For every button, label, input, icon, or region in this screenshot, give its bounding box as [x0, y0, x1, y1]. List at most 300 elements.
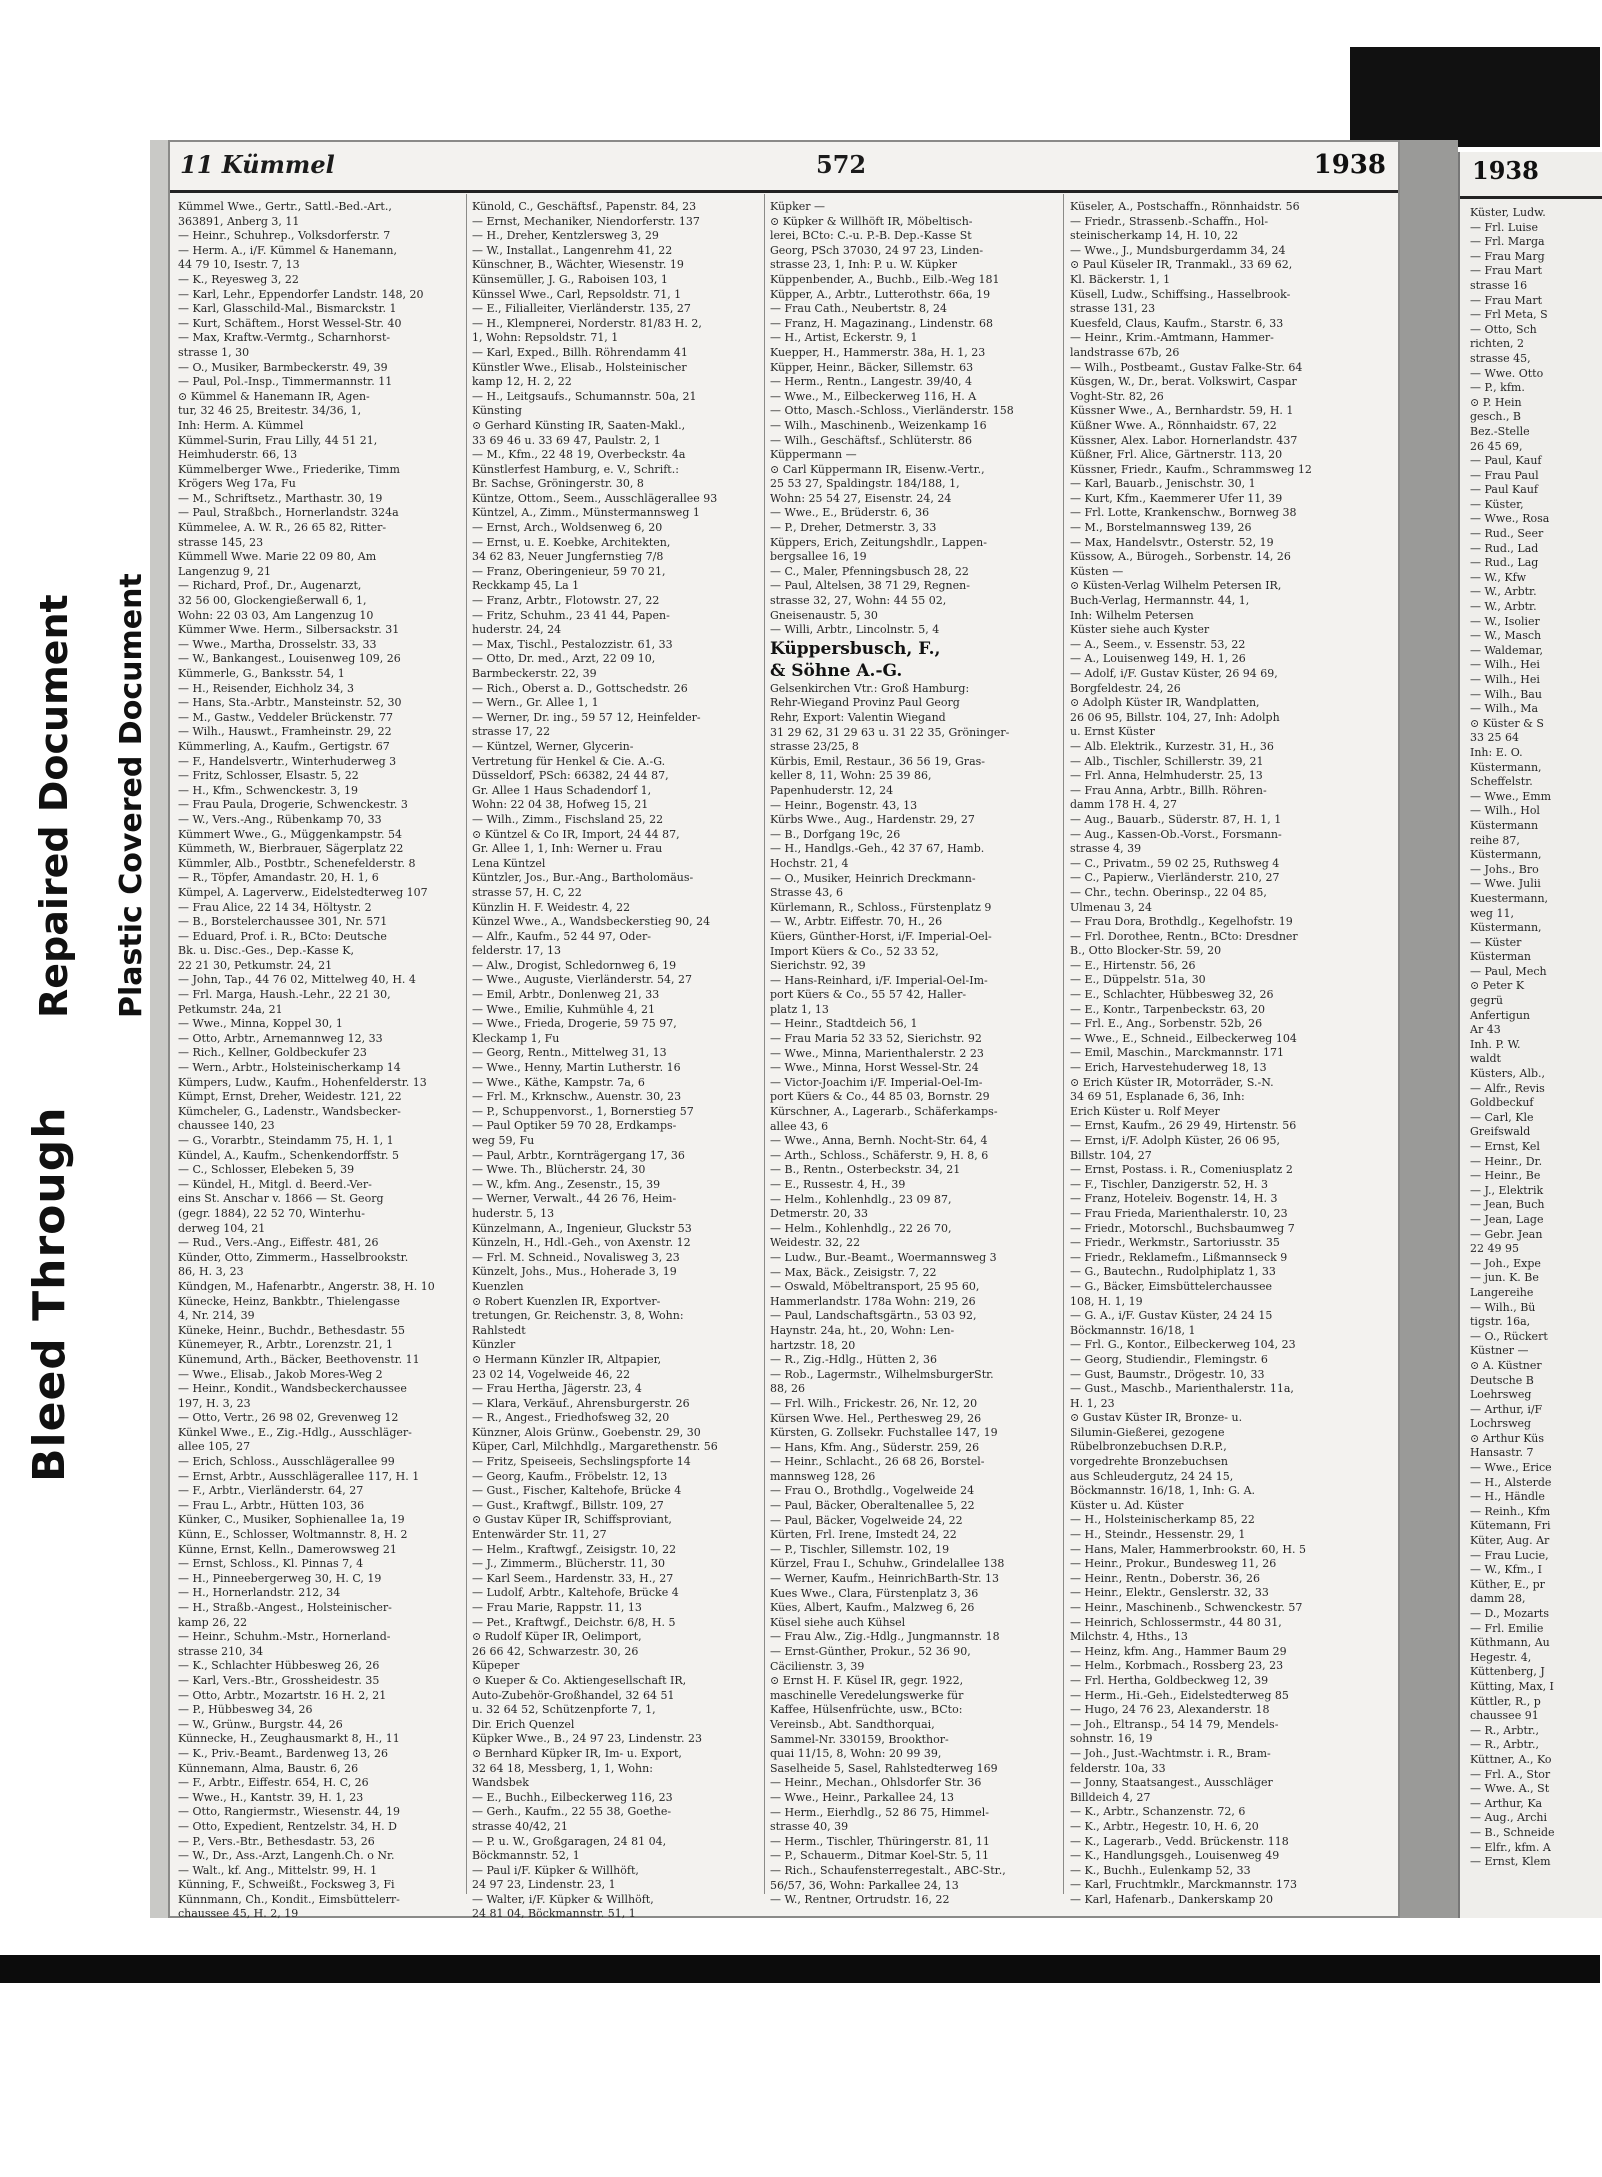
directory-entry: Künschner, B., Wächter, Wiesenstr. 19 [472, 258, 684, 272]
directory-entry: gegrü [1470, 994, 1503, 1008]
directory-entry: u. 32 64 52, Schützenpforte 7, 1, [472, 1703, 656, 1717]
directory-entry: — H., Steindr., Hessenstr. 29, 1 [1070, 1528, 1246, 1542]
directory-entry: — Rud., Vers.-Ang., Eiffestr. 481, 26 [178, 1236, 379, 1250]
directory-entry: Küppermann — [770, 448, 857, 462]
directory-entry: 86, H. 3, 23 [178, 1265, 244, 1279]
directory-entry: — Gebr. Jean [1470, 1227, 1543, 1241]
directory-entry: Sierichstr. 92, 39 [770, 959, 866, 973]
directory-entry: u. Ernst Küster [1070, 725, 1155, 739]
directory-entry: port Küers & Co., 44 85 03, Bornstr. 29 [770, 1090, 990, 1104]
directory-entry: — G., Bäcker, Eimsbüttelerchaussee [1070, 1279, 1272, 1293]
directory-entry: Böckmannstr. 16/18, 1 [1070, 1323, 1196, 1337]
directory-entry: — J., Zimmerm., Blücherstr. 11, 30 [472, 1557, 666, 1571]
directory-entry: allee 105, 27 [178, 1440, 251, 1454]
directory-entry: — Max, Kraftw.-Vermtg., Scharnhorst- [178, 331, 391, 345]
directory-entry: — Heinr., Schuhm.-Mstr., Hornerland- [178, 1630, 391, 1644]
directory-entry: Küstermann [1470, 818, 1539, 832]
directory-column-1 [178, 200, 460, 1921]
directory-entry: — Gust., Kraftwgf., Billstr. 109, 27 [472, 1498, 664, 1512]
directory-entry: — Walter, i/F. Küpker & Willhöft, [472, 1892, 654, 1906]
directory-entry: Dir. Erich Quenzel [472, 1717, 575, 1731]
directory-entry: tigstr. 16a, [1470, 1315, 1531, 1329]
directory-entry: 4, Nr. 214, 39 [178, 1309, 255, 1323]
directory-entry: — Alb., Tischler, Schillerstr. 39, 21 [1070, 754, 1264, 768]
directory-entry: — W., Masch [1470, 629, 1542, 643]
directory-entry: damm 28, [1470, 1592, 1526, 1606]
directory-entry: — B., Schneide [1470, 1825, 1555, 1839]
scan-corner-dark [1350, 47, 1600, 147]
directory-entry: Strasse 43, 6 [770, 886, 844, 900]
directory-entry: — Otto, Vertr., 26 98 02, Grevenweg 12 [178, 1411, 399, 1425]
directory-entry: — Joh., Just.-Wachtmstr. i. R., Bram- [1070, 1746, 1271, 1760]
directory-entry: — Wwe., Martha, Drosselstr. 33, 33 [178, 637, 377, 651]
directory-entry: — Paul Kauf [1470, 483, 1538, 497]
directory-entry: — J., Elektrik [1470, 1183, 1544, 1197]
directory-entry: — Wilh., Bü [1470, 1300, 1536, 1314]
directory-entry: Küttenberg, J [1470, 1665, 1545, 1679]
directory-entry: — Arthur, Ka [1470, 1796, 1543, 1810]
directory-entry: — Rich., Oberst a. D., Gottschedstr. 26 [472, 681, 688, 695]
directory-entry: Kürsen Wwe. Hel., Perthesweg 29, 26 [770, 1411, 982, 1425]
directory-entry: strasse 131, 23 [1070, 302, 1156, 316]
directory-entry: — Frl. Marga, Haush.-Lehr., 22 21 30, [178, 988, 391, 1002]
directory-entry: — Frau Lucie, [1470, 1548, 1549, 1562]
directory-entry: Wohn: 22 03 03, Am Langenzug 10 [178, 608, 374, 622]
directory-entry: — Frau Alw., Zig.-Hdlg., Jungmannstr. 18 [770, 1630, 1000, 1644]
directory-entry: — F., Arbtr., Vierländerstr. 64, 27 [178, 1484, 364, 1498]
directory-entry: Kütting, Max, I [1470, 1679, 1554, 1693]
directory-entry: — Klara, Verkäuf., Ahrensburgerstr. 26 [472, 1396, 690, 1410]
directory-entry: 108, H. 1, 19 [1070, 1294, 1143, 1308]
directory-entry: H. 1, 23 [1070, 1396, 1115, 1410]
directory-entry: — Wilh., Hei [1470, 658, 1540, 672]
directory-entry: — G., Bautechn., Rudolphiplatz 1, 33 [1070, 1265, 1276, 1279]
directory-entry: Kümmelee, A. W. R., 26 65 82, Ritter- [178, 521, 387, 535]
directory-entry: — Ernst, u. E. Koebke, Architekten, [472, 535, 671, 549]
directory-entry: — Frau Mart [1470, 264, 1543, 278]
directory-entry: strasse 23/25, 8 [770, 740, 859, 754]
directory-entry: Kümmler, Alb., Postbtr., Schenefelderstr. 8 [178, 856, 416, 870]
directory-entry: Künzlin H. F. Weidestr. 4, 22 [472, 900, 631, 914]
directory-entry: — W., Arbtr. [1470, 600, 1537, 614]
directory-entry: — Frl. Emilie [1470, 1621, 1544, 1635]
directory-entry: Kürbs Wwe., Aug., Hardenstr. 29, 27 [770, 813, 975, 827]
directory-entry: — Heinr., Be [1470, 1169, 1541, 1183]
directory-entry: — H., Händle [1470, 1490, 1545, 1504]
directory-entry: Künecke, Heinz, Bankbtr., Thielengasse [178, 1294, 400, 1308]
directory-entry: — Frau Marg [1470, 249, 1545, 263]
directory-entry: Gelsenkirchen Vtr.: Groß Hamburg: [770, 681, 970, 695]
directory-entry: — Karl, Fruchtmklr., Marckmannstr. 173 [1070, 1878, 1298, 1892]
directory-entry: 34 69 51, Esplanade 6, 36, Inh: [1070, 1090, 1245, 1104]
header-left: 11 Kümmel [180, 150, 335, 179]
directory-entry: — Wwe., Erice [1470, 1461, 1552, 1475]
directory-entry: — G. A., i/F. Gustav Küster, 24 24 15 [1070, 1309, 1273, 1323]
directory-entry: Künemund, Arth., Bäcker, Beethovenstr. 11 [178, 1352, 420, 1366]
directory-entry: Br. Sachse, Gröningerstr. 30, 8 [472, 477, 644, 491]
directory-entry: — F., Arbtr., Eiffestr. 654, H. C, 26 [178, 1776, 369, 1790]
directory-entry: ⊙ Erich Küster IR, Motorräder, S.-N. [1070, 1075, 1274, 1089]
directory-entry: — P., kfm. [1470, 381, 1525, 395]
directory-entry: — Arth., Schloss., Schäferstr. 9, H. 8, 6 [770, 1148, 989, 1162]
directory-entry: Küstermann, [1470, 760, 1542, 774]
directory-entry: — Heinr., Rentn., Doberstr. 36, 26 [1070, 1571, 1260, 1585]
directory-entry: weg 59, Fu [472, 1134, 535, 1147]
directory-entry: Küneke, Heinr., Buchdr., Bethesdastr. 55 [178, 1323, 406, 1337]
directory-entry: Küttler, R., p [1470, 1694, 1541, 1708]
directory-entry: Küthmann, Au [1470, 1636, 1550, 1650]
directory-entry: — W., Arbtr. [1470, 585, 1537, 599]
directory-entry: Kuenzlen [472, 1279, 524, 1293]
directory-entry: strasse 145, 23 [178, 535, 264, 549]
directory-entry: — Victor-Joachim i/F. Imperial-Oel-Im- [770, 1075, 983, 1089]
directory-entry: 33 69 46 u. 33 69 47, Paulstr. 2, 1 [472, 433, 661, 447]
directory-entry: — Heinr., Maschinenb., Schwenckestr. 57 [1070, 1601, 1303, 1614]
directory-entry: Kündgen, M., Hafenarbtr., Angerstr. 38, H. 10 [178, 1279, 435, 1293]
directory-entry: Entenwärder Str. 11, 27 [472, 1528, 607, 1542]
directory-entry: (gegr. 1884), 22 52 70, Winterhu- [178, 1206, 365, 1220]
page-header [170, 142, 1398, 193]
directory-entry: — K., Arbtr., Hegestr. 10, H. 6, 20 [1070, 1819, 1259, 1833]
directory-entry: Inh: Wilhelm Petersen [1070, 608, 1194, 622]
directory-entry: landstrasse 67b, 26 [1070, 345, 1180, 359]
directory-entry: Greifswald [1470, 1125, 1531, 1139]
directory-entry: — Paul, Arbtr., Kornträgergang 17, 36 [472, 1148, 685, 1162]
directory-entry: Hammerlandstr. 178a Wohn: 219, 26 [770, 1294, 976, 1308]
directory-entry: — P., Vers.-Btr., Bethesdastr. 53, 26 [178, 1834, 375, 1848]
directory-column-2 [472, 200, 754, 1921]
column-rule [1063, 194, 1064, 1894]
directory-entry: — Alfr., Revis [1470, 1081, 1545, 1095]
directory-entry: — Franz, Arbtr., Flotowstr. 27, 22 [472, 594, 660, 608]
directory-entry: Cäcilienstr. 3, 39 [770, 1659, 865, 1673]
directory-entry: — Fritz, Schlosser, Elsastr. 5, 22 [178, 769, 359, 783]
directory-entry: — H., Straßb.-Angest., Holsteinischer- [178, 1601, 392, 1614]
adjacent-page [1458, 152, 1602, 1918]
directory-entry: — Wwe., E., Schneid., Eilbeckerweg 104 [1070, 1031, 1297, 1045]
directory-entry: — Wwe., Heinr., Parkallee 24, 13 [770, 1790, 954, 1804]
directory-entry: — Frau L., Arbtr., Hütten 103, 36 [178, 1498, 365, 1512]
directory-entry: — Paul, Mech [1470, 964, 1547, 978]
directory-entry: ⊙ Küsten-Verlag Wilhelm Petersen IR, [1070, 579, 1282, 593]
bleed-through-label: Bleed Through [24, 1106, 75, 1482]
directory-entry: — Hugo, 24 76 23, Alexanderstr. 18 [1070, 1703, 1270, 1717]
directory-entry: — Wwe., Elisab., Jakob Mores-Weg 2 [178, 1367, 383, 1381]
directory-entry: — Adolf, i/F. Gustav Küster, 26 94 69, [1070, 667, 1278, 680]
directory-entry: — Frl. M., Krknschw., Auenstr. 30, 23 [472, 1090, 682, 1104]
directory-entry: — Ernst, i/F. Adolph Küster, 26 06 95, [1070, 1134, 1280, 1147]
directory-entry: lerei, BCto: C.-u. P.-B. Dep.-Kasse St [770, 229, 972, 243]
directory-entry: — Frl. A., Stor [1470, 1767, 1551, 1781]
directory-entry: — O., Musiker, Barmbeckerstr. 49, 39 [178, 360, 388, 374]
directory-entry: Hochstr. 21, 4 [770, 856, 849, 870]
directory-entry: 363891, Anberg 3, 11 [178, 214, 300, 228]
directory-entry: — G., Vorarbtr., Steindamm 75, H. 1, 1 [178, 1134, 394, 1147]
directory-entry: ⊙ Gustav Küster IR, Bronze- u. [1070, 1411, 1243, 1425]
directory-entry: — Johs., Bro [1470, 862, 1539, 876]
directory-entry: Künne, Ernst, Kelln., Damerowsweg 21 [178, 1542, 397, 1556]
directory-entry: strasse 17, 22 [472, 725, 551, 739]
directory-entry: — Herm., Tischler, Thüringerstr. 81, 11 [770, 1834, 990, 1848]
directory-entry: — Karl, Lehr., Eppendorfer Landstr. 148, 20 [178, 287, 424, 301]
directory-entry: — Jean, Lage [1470, 1212, 1544, 1226]
directory-entry: Küssner, Friedr., Kaufm., Schrammsweg 12 [1070, 462, 1312, 476]
directory-entry: — Frl. Hertha, Goldbeckweg 12, 39 [1070, 1673, 1269, 1687]
directory-entry: Künn, E., Schlosser, Woltmannstr. 8, H. 2 [178, 1528, 408, 1542]
directory-entry: — Carl, Kle [1470, 1110, 1534, 1124]
directory-entry: Künzler [472, 1338, 516, 1352]
directory-entry: — W., Vers.-Ang., Rübenkamp 70, 33 [178, 812, 382, 826]
directory-entry: steinischerkamp 14, H. 10, 22 [1070, 229, 1239, 243]
directory-entry: — K., Lagerarb., Vedd. Brückenstr. 118 [1070, 1834, 1289, 1848]
directory-entry: — H., Kfm., Schwenckestr. 3, 19 [178, 783, 359, 797]
directory-entry: — Küster, [1470, 497, 1524, 511]
directory-entry: Silumin-Gießerei, gezogene [1070, 1425, 1225, 1439]
directory-entry: — Wilh., Maschinenb., Weizenkamp 16 [770, 418, 987, 432]
directory-entry: Küpker Wwe., B., 24 97 23, Lindenstr. 23 [472, 1732, 702, 1746]
directory-entry: port Küers & Co., 55 57 42, Haller- [770, 988, 967, 1002]
directory-entry: — Heinr., Elektr., Genslerstr. 32, 33 [1070, 1586, 1269, 1600]
directory-entry: — Wwe. Th., Blücherstr. 24, 30 [472, 1163, 646, 1177]
repaired-document-label: Repaired Document [32, 594, 76, 1018]
directory-entry: — H., Alsterde [1470, 1475, 1552, 1489]
directory-entry: 23 02 14, Vogelweide 46, 22 [472, 1367, 631, 1381]
directory-entry: — Wwe., H., Kantstr. 39, H. 1, 23 [178, 1790, 364, 1804]
directory-entry: Milchstr. 4, Hths., 13 [1070, 1630, 1188, 1644]
directory-entry: Rehr, Export: Valentin Wiegand [770, 711, 946, 724]
directory-page [168, 140, 1400, 1921]
directory-entry: — Rud., Seer [1470, 527, 1544, 541]
scan-top-margin [0, 0, 1600, 47]
directory-entry: Künkel Wwe., E., Zig.-Hdlg., Ausschläger- [178, 1425, 412, 1439]
directory-entry: richten, 2 [1470, 337, 1525, 351]
directory-entry: Küstner — [1470, 1344, 1529, 1358]
directory-entry: Künsting [472, 404, 522, 418]
directory-entry: ⊙ Rudolf Küper IR, Oelimport, [472, 1630, 642, 1644]
directory-entry: — Wilh., Bau [1470, 687, 1542, 701]
directory-entry: — P., Hübbesweg 34, 26 [178, 1703, 313, 1717]
directory-entry: — Wwe., Auguste, Vierländerstr. 54, 27 [472, 973, 693, 987]
directory-entry: — W., Dr., Ass.-Arzt, Langenh.Ch. o Nr. [178, 1849, 395, 1863]
directory-entry: — Helm., Korbmach., Rossberg 23, 23 [1070, 1659, 1284, 1673]
directory-entry: — O., Musiker, Heinrich Dreckmann- [770, 871, 976, 885]
directory-entry: Künnemann, Alma, Baustr. 6, 26 [178, 1761, 359, 1775]
directory-entry: 197, H. 3, 23 [178, 1396, 251, 1410]
directory-entry: gesch., B [1470, 410, 1522, 424]
directory-entry: Küstermann, [1470, 848, 1542, 862]
directory-entry: — Paul, Landschaftsgärtn., 53 03 92, [770, 1309, 977, 1323]
directory-entry: — Wwe., Emilie, Kuhmühle 4, 21 [472, 1002, 655, 1016]
directory-entry: Küper, Carl, Milchhdlg., Margarethenstr. 56 [472, 1440, 718, 1454]
directory-entry: 33 25 64 [1470, 731, 1519, 745]
directory-entry: Kürten, Frl. Irene, Imstedt 24, 22 [770, 1528, 957, 1542]
directory-entry: — Hans-Reinhard, i/F. Imperial-Oel-Im- [770, 973, 988, 987]
directory-entry: Künstler Wwe., Elisab., Holsteinischer [472, 360, 687, 374]
directory-entry: tur, 32 46 25, Breitestr. 34/36, 1, [178, 404, 362, 418]
directory-entry: — Rob., Lagermstr., WilhelmsburgerStr. [770, 1367, 994, 1381]
directory-entry: — Wwe., Emm [1470, 789, 1552, 803]
directory-entry: — Max, Handelsvtr., Osterstr. 52, 19 [1070, 535, 1274, 549]
directory-entry: Gr. Allee 1 Haus Schadendorf 1, [472, 783, 652, 797]
directory-entry: Buch-Verlag, Hermannstr. 44, 1, [1070, 594, 1250, 608]
directory-entry: — Ernst, Mechaniker, Niendorferstr. 137 [472, 214, 700, 228]
directory-entry: strasse 23, 1, Inh: P. u. W. Küpker [770, 258, 958, 272]
directory-entry: Künnmann, Ch., Kondit., Eimsbüttelerr- [178, 1892, 400, 1906]
column-rule [764, 194, 765, 1894]
directory-entry: Künzelmann, A., Ingenieur, Gluckstr 53 [472, 1221, 692, 1235]
directory-entry: — jun. K. Be [1470, 1271, 1539, 1285]
directory-entry: — Frl. Anna, Helmhuderstr. 25, 13 [1070, 769, 1263, 783]
directory-entry: kamp 26, 22 [178, 1615, 248, 1629]
directory-entry: — Otto, Arbtr., Arnemannweg 12, 33 [178, 1031, 383, 1045]
directory-entry: — Jonny, Staatsangest., Ausschläger [1070, 1776, 1273, 1790]
directory-entry: — Aug., Kassen-Ob.-Vorst., Forsmann- [1070, 827, 1282, 841]
directory-entry: — E., Filialleiter, Vierländerstr. 135, 27 [472, 302, 691, 316]
directory-entry: huderstr. 5, 13 [472, 1206, 555, 1220]
directory-entry: — A., Louisenweg 149, H. 1, 26 [1070, 652, 1246, 666]
directory-entry: 32 56 00, Glockengießerwall 6, 1, [178, 594, 367, 608]
directory-entry: — Rud., Lag [1470, 556, 1539, 570]
directory-entry: Inh: Herm. A. Kümmel [178, 418, 304, 432]
directory-entry: — H., Leitgsaufs., Schumannstr. 50a, 21 [472, 389, 697, 403]
directory-entry: — Frl. G., Kontor., Eilbeckerweg 104, 23 [1070, 1338, 1296, 1352]
directory-entry: Inh. P. W. [1470, 1037, 1521, 1051]
directory-entry: — R., Arbtr., [1470, 1723, 1539, 1737]
directory-entry: — Ernst, Kaufm., 26 29 49, Hirtenstr. 56 [1070, 1119, 1297, 1133]
directory-entry: — Otto, Sch [1470, 322, 1537, 336]
directory-entry: — Paul, Kauf [1470, 454, 1542, 468]
directory-entry: Kuestermann, [1470, 891, 1549, 905]
directory-entry: Kües, Albert, Kaufm., Malzweg 6, 26 [770, 1601, 975, 1615]
directory-entry: Küppers, Erich, Zeitungshdlr., Lappen- [770, 535, 987, 549]
directory-column-4 [1070, 200, 1352, 1906]
directory-entry: Küssow, A., Bürogeh., Sorbenstr. 14, 26 [1070, 550, 1291, 564]
directory-entry: — K., Arbtr., Schanzenstr. 72, 6 [1070, 1805, 1246, 1819]
directory-entry: — Waldemar, [1470, 643, 1544, 657]
directory-entry: Goldbeckuf [1470, 1096, 1534, 1110]
directory-entry: Auto-Zubehör-Großhandel, 32 64 51 [472, 1688, 675, 1702]
directory-entry: — Paul Optiker 59 70 28, Erdkamps- [472, 1119, 677, 1133]
directory-entry: 44 79 10, Isestr. 7, 13 [178, 258, 300, 272]
directory-entry: Küter, Aug. Ar [1470, 1534, 1550, 1548]
directory-entry: Scheffelstr. [1470, 775, 1533, 789]
directory-entry: ⊙ Hermann Künzler IR, Altpapier, [472, 1352, 662, 1366]
directory-entry: aus Schleudergutz, 24 24 15, [1070, 1469, 1234, 1483]
directory-entry: — C., Privatm., 59 02 25, Ruthsweg 4 [1070, 856, 1280, 870]
directory-entry: — Frau Mart [1470, 293, 1543, 307]
directory-entry: felderstr. 17, 13 [472, 944, 562, 958]
directory-entry: — B., Dorfgang 19c, 26 [770, 827, 901, 841]
directory-entry: Künold, C., Geschäftsf., Papenstr. 84, 23 [472, 200, 697, 213]
directory-entry: — Wwe., Minna, Koppel 30, 1 [178, 1017, 343, 1031]
directory-entry: Rehr-Wiegand Provinz Paul Georg [770, 696, 960, 710]
directory-entry: — Paul, Bäcker, Oberaltenallee 5, 22 [770, 1499, 975, 1513]
directory-entry: — Gust, Baumstr., Drögestr. 10, 33 [1070, 1367, 1265, 1381]
directory-entry: strasse 45, [1470, 351, 1531, 365]
directory-entry: — M., Gastw., Veddeler Brückenstr. 77 [178, 710, 394, 724]
directory-entry: Küsgen, W., Dr., berat. Volkswirt, Caspar [1070, 375, 1297, 389]
directory-entry: Wohn: 22 04 38, Hofweg 15, 21 [472, 798, 649, 812]
directory-entry: — Werner, Verwalt., 44 26 76, Heim- [472, 1192, 677, 1206]
directory-entry: — Erich, Harvestehuderweg 18, 13 [1070, 1061, 1267, 1075]
directory-entry: — Kurt, Schäftem., Horst Wessel-Str. 40 [178, 316, 402, 330]
directory-entry: 88, 26 [770, 1382, 805, 1396]
directory-entry: — Fritz, Speiseeis, Sechslingspforte 14 [472, 1455, 691, 1469]
directory-entry: — F., Handelsvertr., Winterhuderweg 3 [178, 754, 397, 768]
directory-entry: — Frl. Wilh., Frickestr. 26, Nr. 12, 20 [770, 1396, 978, 1410]
directory-entry: tretungen, Gr. Reichenstr. 3, 8, Wohn: [472, 1309, 684, 1323]
directory-entry: Kürlemann, R., Schloss., Fürstenplatz 9 [770, 900, 992, 914]
directory-entry: Künzeln, H., Hdl.-Geh., von Axenstr. 12 [472, 1236, 691, 1250]
directory-entry: — M., Kfm., 22 48 19, Overbeckstr. 4a [472, 448, 686, 462]
directory-entry: — B., Borstelerchaussee 301, Nr. 571 [178, 915, 388, 929]
directory-entry: — Fritz, Schuhm., 23 41 44, Papen- [472, 608, 670, 622]
directory-entry: maschinelle Veredelungswerke für [770, 1688, 964, 1702]
directory-entry: — R., Zig.-Hdlg., Hütten 2, 36 [770, 1353, 937, 1367]
directory-entry: — E., Hirtenstr. 56, 26 [1070, 958, 1196, 972]
directory-entry: — Ernst, Arch., Woldsenweg 6, 20 [472, 521, 663, 535]
directory-entry: Kütemann, Fri [1470, 1519, 1551, 1533]
column-rule [466, 194, 467, 1894]
book-gutter [1400, 140, 1458, 1918]
directory-entry: & Söhne A.-G. [770, 660, 903, 681]
directory-entry: felderstr. 10a, 33 [1070, 1761, 1166, 1775]
directory-entry: ⊙ Carl Küppermann IR, Eisenw.-Vertr., [770, 462, 985, 476]
directory-entry: — Gust., Maschb., Marienthalerstr. 11a, [1070, 1382, 1294, 1396]
directory-entry: — H., Handlgs.-Geh., 42 37 67, Hamb. [770, 842, 985, 856]
directory-entry: — W., Rentner, Ortrudstr. 16, 22 [770, 1893, 950, 1907]
directory-entry: Kümcheler, G., Ladenstr., Wandsbecker- [178, 1104, 401, 1118]
directory-entry: — Heinr., Prokur., Bundesweg 11, 26 [1070, 1557, 1277, 1571]
directory-entry: Küpeper [472, 1659, 520, 1673]
directory-entry: — Herm., Rentn., Langestr. 39/40, 4 [770, 375, 972, 389]
directory-entry: Künker, C., Musiker, Sophienallee 1a, 19 [178, 1513, 405, 1527]
directory-entry: Gneisenaustr. 5, 30 [770, 608, 878, 622]
directory-entry: — H., Reisender, Eichholz 34, 3 [178, 681, 355, 695]
directory-entry: Kuepper, H., Hammerstr. 38a, H. 1, 23 [770, 345, 986, 359]
directory-entry: 1, Wohn: Repsoldstr. 71, 1 [472, 331, 619, 345]
directory-entry: kamp 12, H. 2, 22 [472, 375, 572, 389]
directory-entry: — Frau Dora, Brothdlg., Kegelhofstr. 19 [1070, 915, 1293, 929]
directory-entry: — Franz, Oberingenieur, 59 70 21, [472, 564, 666, 578]
directory-entry: Kümmelberger Wwe., Friederike, Timm [178, 462, 400, 476]
directory-entry: Küster u. Ad. Küster [1070, 1498, 1184, 1512]
directory-entry: — Frau Frieda, Marienthalerstr. 10, 23 [1070, 1206, 1288, 1220]
directory-entry: Küsten — [1070, 564, 1124, 578]
directory-entry: — Georg, Rentn., Mittelweg 31, 13 [472, 1046, 667, 1060]
directory-entry: — Helm., Kohlenhdlg., 22 26 70, [770, 1221, 952, 1235]
directory-entry: 56/57, 36, Wohn: Parkallee 24, 13 [770, 1878, 959, 1892]
directory-entry: — Frau Maria 52 33 52, Sierichstr. 92 [770, 1032, 982, 1046]
directory-entry: Kümmer Wwe. Herm., Silbersackstr. 31 [178, 623, 400, 637]
directory-entry: Kündel, A., Kaufm., Schenkendorffstr. 5 [178, 1148, 399, 1162]
directory-entry: — Alw., Drogist, Schledornweg 6, 19 [472, 958, 677, 972]
directory-entry: — Frau Cath., Neubertstr. 8, 24 [770, 302, 948, 316]
directory-entry: — E., Russestr. 4, H., 39 [770, 1178, 906, 1191]
directory-entry: — Max, Bäck., Zeisigstr. 7, 22 [770, 1265, 937, 1279]
directory-entry: — Paul i/F. Küpker & Willhöft, [472, 1863, 639, 1877]
directory-entry: — W., Installat., Langenrehm 41, 22 [472, 243, 673, 257]
directory-entry: — Frl Meta, S [1470, 308, 1548, 322]
directory-entry: — Ernst, Schloss., Kl. Pinnas 7, 4 [178, 1557, 364, 1571]
directory-entry: 26 06 95, Billstr. 104, 27, Inh: Adolph [1070, 710, 1280, 724]
directory-entry: — Wwe., Käthe, Kampstr. 7a, 6 [472, 1075, 645, 1089]
directory-entry: — R., Töpfer, Amandastr. 20, H. 1, 6 [178, 871, 379, 885]
directory-entry: keller 8, 11, Wohn: 25 39 86, [770, 769, 932, 783]
directory-entry: — Heinr., Dr. [1470, 1154, 1543, 1168]
header-year: 1938 [1313, 150, 1386, 180]
directory-entry: Künder, Otto, Zimmerm., Hasselbrookstr. [178, 1250, 409, 1264]
